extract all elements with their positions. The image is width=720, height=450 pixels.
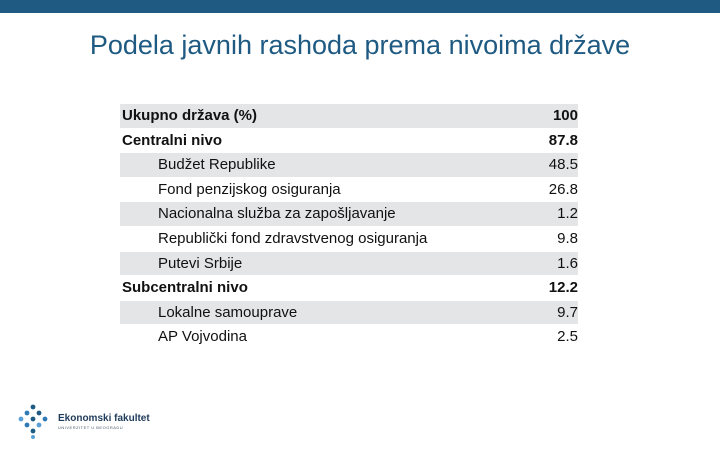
faculty-logo [14,404,154,440]
row-label: Centralni nivo [122,131,223,149]
row-value: 12.2 [548,279,578,297]
row-value: 48.5 [458,153,578,177]
row-label: Ukupno država (%) [120,104,458,128]
row-label: Lokalne samouprave [120,301,494,325]
table-row [120,301,578,326]
row-label: Republički fond zdravstvenog osiguranja [158,229,428,247]
row-label: Putevi Srbije [120,252,494,276]
row-value: 1.6 [458,252,578,276]
table-row [120,153,578,178]
row-value: 9.8 [557,229,578,247]
table-row [120,252,578,277]
table-row [120,325,578,350]
row-value: 2.5 [557,328,578,346]
row-value: 87.8 [548,131,578,149]
row-value: 1.2 [458,202,578,226]
top-accent-bar [0,0,720,13]
logo-name: Ekonomski fakultet [58,413,150,424]
expenditure-table [120,104,578,350]
row-label: Budžet Republike [120,153,494,177]
row-value: 26.8 [548,180,578,198]
table-row [120,202,578,227]
slide-title: Podela javnih rashoda prema nivoima države [89,30,631,60]
table-row-total [120,104,578,129]
row-label: Fond penzijskog osiguranja [158,180,341,198]
table-row [120,227,578,252]
row-label: AP Vojvodina [158,328,247,346]
dots-logo-icon [14,404,54,440]
row-value: 100 [458,104,578,128]
row-value: 9.7 [458,301,578,325]
table-row-central [120,129,578,154]
table-row-subcentral [120,276,578,301]
row-label: Nacionalna služba za zapošljavanje [120,202,494,226]
logo-subtitle: UNIVERZITET U BEOGRADU [58,425,124,430]
table-row [120,178,578,203]
row-label: Subcentralni nivo [122,279,248,297]
